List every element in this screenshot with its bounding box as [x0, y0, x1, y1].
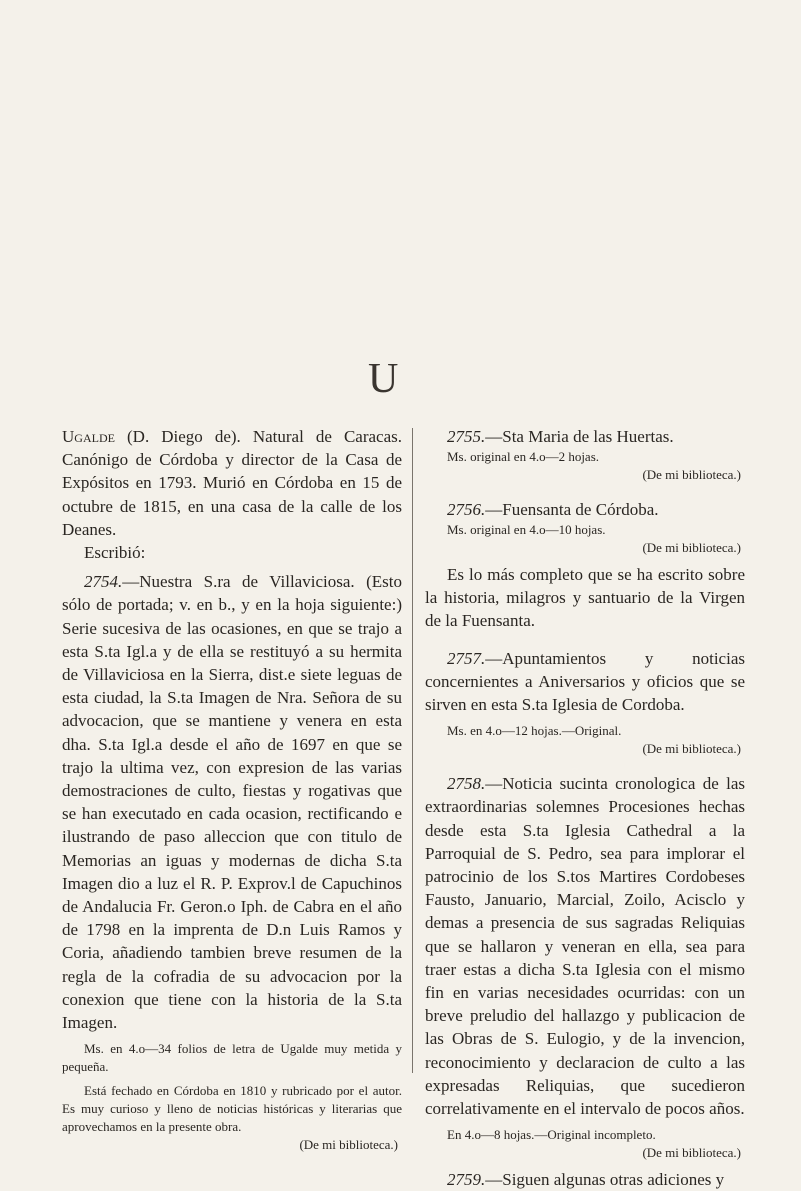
entry-2759: [425, 1168, 745, 1191]
entry-number: 2755.: [447, 427, 486, 446]
entry-number: 2759.: [447, 1170, 486, 1190]
entry-2758: [425, 772, 745, 1120]
entry-ms: En 4.o—8 hojas.—Original incompleto.: [447, 1127, 656, 1143]
entry-ms: Ms. en 4.o—34 folios de letra de Ugalde muy metida y pequeña.: [62, 1041, 402, 1075]
entry-ms: Ms. en 4.o—12 hojas.—Original.: [447, 723, 622, 739]
entry-note: Es lo más completo que se ha escrito sobre la historia, milagros y santuario de la Virgen de la Fuensanta.: [425, 565, 745, 631]
entry-source: (De mi biblioteca.): [642, 1145, 741, 1161]
entry-source: (De mi biblioteca.): [642, 467, 741, 482]
entry-note: Está fechado en Córdoba en 1810 y rubricado por el autor. Es muy curioso y lleno de noticias históricas y literarias que aprovechamos en la presente obra.: [62, 1083, 402, 1135]
entry-number: 2758.: [447, 774, 486, 794]
entry-ms: Ms. original en 4.o—10 hojas.: [447, 522, 606, 537]
entry-text: —Nuestra S.ra de Villaviciosa. (Esto sólo de portada; v. en b., y en la hoja siguiente:) Serie sucesiva de las ocasiones, en que se trajo a esta S.ta Igl.a y de ella se restituyó a su hermita de Villaviciosa en la Sierra, dist.e siete leguas de esta ciudad, la S.ta Imagen de Nra. Señora de su advocacion, que se mantiene y venera en esta dha. S.ta Igl.a desde el año de 1697 en que se trajo la ultima vez, con expresion de las varias demostraciones de culto, fiestas y rogativas que se han executado en cada ocasion, rectificando e ilustrando de paso alleccion que con titulo de Memorias an iguas y modernas de dicha S.ta Imagen dio a luz el R. P. Exprov.l de Capuchinos de Andalucia Fr. Geron.o Iph. de Cabra en el año de 1798 en la imprenta de D.n Luis Ramos y Coria, añadiendo tambien breve resumen de la regla de la cofradia de su advocacion por la conexion que tiene con la historia de la S.ta Imagen.: [62, 572, 402, 1033]
entry-number: 2757.: [447, 648, 486, 668]
author-entry: [62, 425, 402, 541]
entry-text: —Siguen algunas otras adiciones y: [485, 1170, 725, 1190]
entry-text: —Noticia sucinta cronologica de las extraordinarias solemnes Procesiones hechas desde esta S.ta Iglesia Cathedral a la Parroquial de S. Pedro, sea para implorar el patrocinio de los S.tos Martires Cordobeses Fausto, Januario, Marcial, Zoilo, Acisclo y demas a presencia de sus sagradas Reliquias que se hallaron y veneran en ella, sea para traer estas a dicha S.ta Iglesia con el mismo fin en varias necesidades ocurridas: con un breve preludio del hallazgo y publicacion de las Obras de S. Eulogio, y de la invencion, reconocimiento y declaracion de culto a las expresadas Reliquias, que sucedieron correlativamente en el intervalo de pocos años.: [425, 774, 745, 1119]
section-letter: U: [368, 356, 399, 402]
entry-source: (De mi biblioteca.): [642, 540, 741, 555]
entry-number: 2754.: [84, 572, 123, 592]
entry-ms: Ms. original en 4.o—2 hojas.: [447, 449, 600, 464]
entry-text: —Apuntamientos y noticias concernientes a Aniversarios y oficios que se sirven en esta S.ta Iglesia de Cordoba.: [425, 648, 745, 715]
column-divider: [412, 428, 413, 1073]
entry-number: 2756.: [447, 500, 486, 519]
entry-source: (De mi biblioteca.): [299, 1137, 398, 1153]
entry-2755: [425, 425, 745, 448]
author-surname: Ugalde: [62, 427, 115, 446]
entry-2754: [62, 570, 402, 1034]
entry-2756: [425, 498, 745, 521]
wrote-label: Escribió:: [84, 543, 146, 563]
right-column: [425, 425, 745, 1191]
entry-2757: [425, 647, 745, 717]
entry-text: —Sta Maria de las Huertas.: [485, 427, 674, 446]
entry-text: —Fuensanta de Córdoba.: [485, 500, 659, 519]
author-bio: (D. Diego de). Natural de Caracas. Canónigo de Córdoba y director de la Casa de Expósitos en 1793. Murió en Córdoba en 15 de octubre de 1815, en una casa de la calle de los Deanes.: [62, 427, 403, 539]
entry-source: (De mi biblioteca.): [642, 741, 741, 757]
left-column: [62, 425, 402, 1154]
